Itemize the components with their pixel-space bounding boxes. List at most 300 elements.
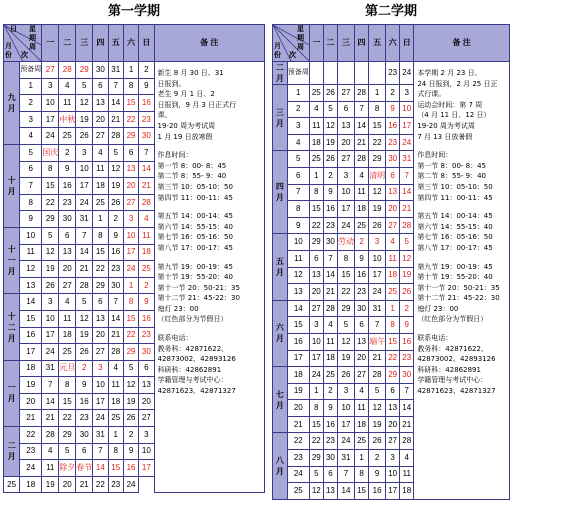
day-cell: 1 <box>108 427 123 444</box>
day-cell: 7 <box>369 317 386 334</box>
day-cell: 11 <box>354 184 368 201</box>
week-number: 13 <box>287 284 309 301</box>
day-cell: 12 <box>323 118 337 135</box>
week-number: 10 <box>287 234 309 251</box>
day-cell: 7 <box>400 167 414 184</box>
day-cell: 6 <box>337 101 354 118</box>
month-label <box>4 427 20 477</box>
remarks-line: 第七节 16：05-16：50 <box>157 233 233 242</box>
week-number: 18 <box>287 367 309 384</box>
week-number: 14 <box>20 294 42 311</box>
day-cell: 23 <box>108 261 123 278</box>
day-cell: 24 <box>42 128 59 145</box>
semester-2-title: 第二学期 <box>364 4 417 19</box>
day-cell: 7 <box>139 144 154 161</box>
remarks-line: 联系电话： <box>417 334 453 343</box>
week-number: 3 <box>287 118 309 135</box>
day-cell: 31 <box>42 360 59 377</box>
week-number: 16 <box>20 327 42 344</box>
month-char: 一 <box>7 256 16 266</box>
day-cell: 29 <box>309 234 323 251</box>
day-cell: 6 <box>123 144 138 161</box>
day-cell: 29 <box>93 277 108 294</box>
day-cell: 22 <box>42 194 59 211</box>
day-cell: 19 <box>108 178 123 195</box>
remarks-line: 老生 9 月 1 日、2 <box>157 90 215 99</box>
day-cell: 4 <box>354 383 368 400</box>
week-number: 2 <box>287 101 309 118</box>
day-cell: 10 <box>123 227 138 244</box>
week-number: 19 <box>20 377 42 394</box>
day-cell: 10 <box>42 95 59 112</box>
day-cell: 28 <box>400 433 414 450</box>
corner-label: 星 <box>29 26 36 33</box>
header-corner <box>4 25 42 62</box>
day-cell: 30 <box>59 211 76 228</box>
day-cell: 22 <box>93 476 108 493</box>
day-cell: 30 <box>323 450 337 467</box>
weekday-header: 五 <box>369 25 386 62</box>
day-cell: 1 <box>354 450 368 467</box>
week-number: 23 <box>287 450 309 467</box>
remarks-line: 日报到。 <box>157 79 186 88</box>
day-cell: 3 <box>337 383 354 400</box>
remarks-cell <box>154 62 264 493</box>
day-cell: 5 <box>76 294 93 311</box>
week-number: 18 <box>20 360 42 377</box>
day-cell: 21 <box>354 134 368 151</box>
corner-label: 星 <box>297 26 304 33</box>
day-cell: 9 <box>108 227 123 244</box>
day-cell: 11 <box>42 460 59 477</box>
day-cell: 中秋 <box>59 111 76 128</box>
day-cell: 7 <box>354 101 368 118</box>
remarks-line: 第五节 14：00-14：45 <box>417 212 493 221</box>
day-cell: 10 <box>309 333 323 350</box>
remarks-header: 备 注 <box>154 25 264 62</box>
remarks-line: 第十一节 20：50-21：35 <box>417 283 500 292</box>
month-label <box>4 294 20 360</box>
day-cell: 27 <box>337 151 354 168</box>
remarks-line: 第五节 14：00-14：45 <box>157 212 233 221</box>
day-cell: 28 <box>42 427 59 444</box>
day-cell <box>323 62 337 85</box>
day-cell <box>337 62 354 85</box>
corner-label: 日 <box>10 26 17 33</box>
day-cell: 28 <box>354 85 368 102</box>
week-number: 2 <box>20 95 42 112</box>
day-cell: 12 <box>369 400 386 417</box>
month-char: 十 <box>7 245 16 255</box>
day-cell: 22 <box>337 284 354 301</box>
day-cell: 25 <box>323 367 337 384</box>
day-cell: 28 <box>400 217 414 234</box>
month-label <box>273 433 288 499</box>
day-cell: 17 <box>76 178 93 195</box>
day-cell: 21 <box>369 350 386 367</box>
day-cell: 17 <box>123 244 138 261</box>
month-label <box>273 62 288 85</box>
day-cell: 31 <box>337 450 354 467</box>
remarks-line: 第九节 19：00-19：45 <box>417 262 493 271</box>
day-cell: 28 <box>108 344 123 361</box>
day-cell: 27 <box>93 128 108 145</box>
day-cell: 22 <box>123 111 138 128</box>
day-cell: 9 <box>139 78 154 95</box>
corner-label: 份 <box>5 52 12 59</box>
day-cell: 16 <box>76 393 93 410</box>
week-number: 16 <box>287 333 309 350</box>
remarks-line: 19-20 周为考试周 <box>417 121 475 130</box>
day-cell: 25 <box>309 151 323 168</box>
day-cell: 30 <box>386 151 400 168</box>
month-char: 月 <box>275 193 284 203</box>
day-cell: 1 <box>93 211 108 228</box>
remarks-cell <box>414 62 510 500</box>
week-number: 6 <box>287 167 309 184</box>
day-cell: 24 <box>309 367 323 384</box>
month-char: 六 <box>275 323 284 333</box>
day-cell: 2 <box>386 85 400 102</box>
semester-1-title: 第一学期 <box>107 4 160 19</box>
day-cell: 16 <box>108 244 123 261</box>
day-cell: 3 <box>386 450 400 467</box>
week-number: 5 <box>287 151 309 168</box>
day-cell: 4 <box>93 144 108 161</box>
week-number: 1 <box>287 85 309 102</box>
day-cell: 13 <box>123 161 138 178</box>
day-cell <box>354 62 368 85</box>
month-char: 月 <box>275 334 284 344</box>
month-char: 月 <box>7 452 16 462</box>
day-cell: 2 <box>59 144 76 161</box>
day-cell: 24 <box>400 134 414 151</box>
semester-2-calendar <box>272 24 510 500</box>
week-number: 22 <box>287 433 309 450</box>
remarks-line: 课。 <box>157 111 172 120</box>
day-cell: 30 <box>323 234 337 251</box>
day-cell: 23 <box>139 327 154 344</box>
day-cell: 9 <box>139 294 154 311</box>
day-cell: 24 <box>123 476 138 493</box>
remarks-line: 42871623、42871327 <box>157 387 236 396</box>
day-cell: 8 <box>337 250 354 267</box>
month-char: 十 <box>7 175 16 185</box>
day-cell: 15 <box>93 244 108 261</box>
day-cell: 26 <box>369 217 386 234</box>
day-cell: 1 <box>309 383 323 400</box>
day-cell: 23 <box>108 476 123 493</box>
day-cell: 26 <box>369 433 386 450</box>
day-cell: 13 <box>309 267 323 284</box>
month-label <box>273 234 288 300</box>
day-cell: 30 <box>93 62 108 79</box>
remarks-line: 第六节 14：55-15：40 <box>157 222 233 231</box>
day-cell: 14 <box>400 184 414 201</box>
day-cell: 16 <box>386 118 400 135</box>
week-number: 21 <box>20 410 42 427</box>
day-cell: 5 <box>337 317 354 334</box>
day-cell: 9 <box>369 466 386 483</box>
weekday-header: 二 <box>59 25 76 62</box>
week-number: 10 <box>20 227 42 244</box>
day-cell: 2 <box>400 300 414 317</box>
remarks-line: 联系电话： <box>157 334 193 343</box>
day-cell: 18 <box>400 483 414 500</box>
weekday-header: 六 <box>386 25 400 62</box>
day-cell: 13 <box>337 118 354 135</box>
day-cell: 8 <box>354 466 368 483</box>
day-cell: 29 <box>42 211 59 228</box>
day-cell: 6 <box>93 294 108 311</box>
day-cell: 15 <box>42 178 59 195</box>
header-corner <box>273 25 310 62</box>
remarks-line: 第二节 8：55- 9：40 <box>417 172 487 181</box>
day-cell: 16 <box>323 416 337 433</box>
day-cell: 16 <box>139 310 154 327</box>
remarks-line: 作息时间： <box>157 151 193 160</box>
month-label <box>4 62 20 145</box>
remarks-line: （红色部分为节假日） <box>157 315 228 324</box>
month-label <box>4 144 20 227</box>
day-cell: 30 <box>400 367 414 384</box>
day-cell: 4 <box>108 360 123 377</box>
remarks-line: 第九节 19：00-19：45 <box>157 262 233 271</box>
day-cell: 29 <box>309 450 323 467</box>
day-cell: 4 <box>400 450 414 467</box>
day-cell: 21 <box>42 410 59 427</box>
day-cell: 14 <box>354 118 368 135</box>
day-cell: 9 <box>354 250 368 267</box>
day-cell: 16 <box>400 333 414 350</box>
day-cell: 14 <box>400 400 414 417</box>
week-number: 25 <box>4 476 20 493</box>
day-cell: 11 <box>354 400 368 417</box>
day-cell: 18 <box>354 201 368 218</box>
week-number: 23 <box>20 443 42 460</box>
remarks-gap <box>417 142 506 150</box>
day-cell: 18 <box>323 350 337 367</box>
day-cell: 15 <box>108 460 123 477</box>
day-cell: 16 <box>323 201 337 218</box>
remarks-line: 第十二节 21：45-22：30 <box>417 294 500 303</box>
remarks-line: 熄灯 23：00 <box>417 304 459 313</box>
week-row <box>273 62 510 85</box>
day-cell: 3 <box>76 144 93 161</box>
day-cell: 11 <box>139 227 154 244</box>
weekday-header: 二 <box>323 25 337 62</box>
header-row <box>4 25 265 62</box>
day-cell: 9 <box>123 443 138 460</box>
corner-label: 次 <box>289 52 296 59</box>
day-cell: 22 <box>309 217 323 234</box>
remarks-line: 第十节 19：55-20：40 <box>417 273 493 282</box>
day-cell: 26 <box>337 367 354 384</box>
remarks-line: 第三节 10：05-10：50 <box>157 182 233 191</box>
day-cell: 6 <box>59 227 76 244</box>
day-cell: 8 <box>369 101 386 118</box>
day-cell: 14 <box>323 267 337 284</box>
day-cell: 8 <box>309 184 323 201</box>
day-cell: 26 <box>400 284 414 301</box>
month-char: 三 <box>275 107 284 117</box>
day-cell: 29 <box>369 151 386 168</box>
day-cell: 1 <box>123 277 138 294</box>
day-cell: 11 <box>93 161 108 178</box>
day-cell: 15 <box>337 267 354 284</box>
day-cell: 4 <box>386 234 400 251</box>
month-label <box>4 227 20 293</box>
day-cell: 18 <box>354 416 368 433</box>
day-cell: 25 <box>59 128 76 145</box>
month-char: 四 <box>275 182 284 192</box>
week-number: 17 <box>20 344 42 361</box>
day-cell: 端午 <box>369 333 386 350</box>
day-cell: 28 <box>369 367 386 384</box>
month-char: 十 <box>7 311 16 321</box>
day-cell: 26 <box>76 344 93 361</box>
remarks-line: 7 月 13 日放暑假 <box>417 132 473 141</box>
day-cell: 17 <box>93 393 108 410</box>
remarks-line: 熄灯 23：00 <box>157 304 199 313</box>
remarks-line: 19-20 周为考试周 <box>157 121 216 130</box>
day-cell: 27 <box>386 433 400 450</box>
day-cell <box>309 62 323 85</box>
day-cell: 9 <box>323 400 337 417</box>
week-number: 预备周 <box>287 62 309 85</box>
header-row <box>273 25 510 62</box>
day-cell: 5 <box>309 466 323 483</box>
day-cell: 7 <box>400 383 414 400</box>
day-cell: 31 <box>108 62 123 79</box>
day-cell: 13 <box>323 483 337 500</box>
day-cell: 21 <box>108 327 123 344</box>
day-cell: 17 <box>386 483 400 500</box>
day-cell: 20 <box>59 261 76 278</box>
day-cell: 14 <box>42 393 59 410</box>
day-cell: 6 <box>139 360 154 377</box>
day-cell: 12 <box>42 244 59 261</box>
day-cell: 19 <box>400 267 414 284</box>
day-cell: 19 <box>42 261 59 278</box>
day-cell: 14 <box>76 244 93 261</box>
week-number: 17 <box>287 350 309 367</box>
month-char: 月 <box>275 467 284 477</box>
day-cell: 31 <box>400 151 414 168</box>
semester-1-calendar <box>3 24 265 493</box>
remarks-line: 学籍管理与考试中心： <box>157 376 228 385</box>
day-cell: 24 <box>123 261 138 278</box>
corner-label: 月 <box>274 43 281 50</box>
remarks-gap <box>417 203 506 211</box>
day-cell: 29 <box>76 62 93 79</box>
month-char: 二 <box>275 63 284 72</box>
day-cell: 27 <box>354 367 368 384</box>
day-cell: 27 <box>42 62 59 79</box>
day-cell: 31 <box>369 300 386 317</box>
remarks-line: （红色部分为节假日） <box>417 315 488 324</box>
day-cell: 5 <box>59 443 76 460</box>
day-cell: 26 <box>123 410 138 427</box>
month-label <box>273 367 288 433</box>
month-char: 月 <box>7 103 16 113</box>
day-cell: 2 <box>139 62 154 79</box>
day-cell: 19 <box>323 134 337 151</box>
day-cell: 26 <box>76 128 93 145</box>
semester-2 <box>272 0 510 500</box>
remarks-line: 本学期 2 月 23 日、 <box>417 69 482 77</box>
day-cell: 25 <box>59 344 76 361</box>
day-cell: 17 <box>139 460 154 477</box>
month-char: 二 <box>7 441 16 451</box>
day-cell: 9 <box>76 377 93 394</box>
remarks-gap <box>158 254 261 262</box>
day-cell: 19 <box>76 327 93 344</box>
day-cell: 20 <box>123 178 138 195</box>
day-cell: 19 <box>369 201 386 218</box>
corner-label: 月 <box>5 43 12 50</box>
day-cell: 8 <box>42 161 59 178</box>
day-cell: 5 <box>323 101 337 118</box>
day-cell: 3 <box>123 211 138 228</box>
day-cell: 24 <box>337 217 354 234</box>
remarks-line: 运动会时间：第 7 周 <box>417 100 483 109</box>
day-cell: 26 <box>323 151 337 168</box>
day-cell: 13 <box>139 377 154 394</box>
day-cell: 4 <box>139 211 154 228</box>
week-number: 20 <box>20 393 42 410</box>
day-cell: 30 <box>108 277 123 294</box>
day-cell: 21 <box>139 178 154 195</box>
week-number: 24 <box>287 466 309 483</box>
corner-label: 期 <box>29 35 36 42</box>
day-cell: 12 <box>76 95 93 112</box>
day-cell: 8 <box>309 400 323 417</box>
day-cell: 30 <box>139 128 154 145</box>
day-cell: 21 <box>400 201 414 218</box>
day-cell: 28 <box>76 277 93 294</box>
day-cell: 16 <box>369 483 386 500</box>
day-cell: 20 <box>337 134 354 151</box>
day-cell: 10 <box>369 250 386 267</box>
day-cell: 14 <box>108 95 123 112</box>
remarks-line: 作息时间： <box>417 151 453 160</box>
day-cell: 23 <box>323 433 337 450</box>
day-cell: 6 <box>386 383 400 400</box>
day-cell: 4 <box>59 294 76 311</box>
remarks-gap <box>417 325 506 333</box>
day-cell: 16 <box>123 460 138 477</box>
week-number: 4 <box>287 134 309 151</box>
day-cell: 清明 <box>369 167 386 184</box>
day-cell: 25 <box>108 410 123 427</box>
remarks-line: 第四节 11：00-11：45 <box>417 193 493 202</box>
weekday-header: 一 <box>309 25 323 62</box>
day-cell: 21 <box>108 111 123 128</box>
day-cell: 30 <box>139 344 154 361</box>
day-cell: 2 <box>123 427 138 444</box>
month-label <box>4 360 20 426</box>
day-cell: 11 <box>386 250 400 267</box>
week-number: 20 <box>287 400 309 417</box>
day-cell: 29 <box>386 367 400 384</box>
day-cell: 18 <box>108 393 123 410</box>
weekday-header: 三 <box>76 25 93 62</box>
day-cell: 24 <box>337 433 354 450</box>
day-cell: 3 <box>93 360 108 377</box>
day-cell: 1 <box>386 300 400 317</box>
month-char: 二 <box>7 322 16 332</box>
